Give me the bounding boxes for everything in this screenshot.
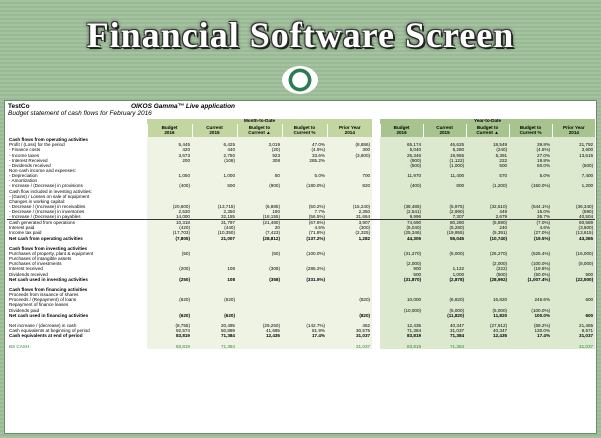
- year-cell: 5,040: [380, 147, 423, 152]
- row-label: Changes in working capital:: [9, 198, 66, 204]
- row-label: Proceeds from issuance of shares: [9, 292, 79, 298]
- year-cell: (19.5%): [509, 236, 552, 241]
- year-cell: 31,037: [423, 328, 466, 333]
- year-cell: 83,819: [380, 343, 423, 348]
- row-label: - Amortization: [9, 178, 38, 184]
- year-cell: 12,435: [380, 323, 423, 328]
- year-cell: (1,000): [423, 163, 466, 168]
- row-label: Income tax paid: [9, 230, 42, 236]
- year-cell: 570: [466, 173, 509, 178]
- month-cell: (200): [147, 266, 192, 271]
- month-cell: 3,907: [327, 220, 372, 226]
- month-cell: 41,685: [237, 328, 282, 333]
- month-cell: (440): [192, 225, 237, 230]
- year-cell: (544.1%): [509, 204, 552, 209]
- month-cell: 31,664: [327, 214, 372, 220]
- report-subtitle: Budget statement of cash flows for February 2016: [8, 110, 152, 117]
- app-name: OIKOS Gamma™ Live application: [131, 103, 236, 110]
- month-cell: 31,037: [327, 333, 372, 338]
- cash-flow-table: [7, 119, 595, 349]
- column-header[interactable]: Budget 2016: [147, 124, 192, 137]
- month-cell: 462: [327, 323, 372, 328]
- row-label: Interest received: [9, 266, 43, 272]
- year-cell: 100.0%: [509, 313, 552, 318]
- month-cell: 21,007: [192, 236, 237, 241]
- year-cell: 15.0%: [509, 209, 552, 214]
- month-cell: 2,350: [327, 209, 372, 214]
- month-cell: 1,000: [192, 173, 237, 178]
- row-label: Cash flows from operating activities: [9, 137, 88, 143]
- year-cell: [466, 343, 509, 348]
- year-cell: [509, 343, 552, 348]
- year-cell: (400): [380, 183, 423, 188]
- year-cell: 80,280: [423, 220, 466, 226]
- row-label: Purchases of intangible assets: [9, 256, 72, 262]
- year-cell: 900: [380, 266, 423, 271]
- month-cell: (620): [147, 297, 192, 302]
- year-cell: (240): [466, 147, 509, 152]
- year-cell: 11,970: [380, 173, 423, 178]
- year-cell: (690): [552, 209, 595, 214]
- row-label: Interest paid: [9, 225, 35, 231]
- month-cell: 108: [192, 277, 237, 282]
- month-cell: 32,155: [192, 214, 237, 220]
- report-panel: [4, 100, 597, 434]
- month-cell: 31,037: [327, 343, 372, 348]
- month-cell: (820): [327, 297, 372, 302]
- year-cell: 800: [423, 183, 466, 188]
- month-cell: (50): [147, 251, 192, 256]
- month-cell: 3,019: [237, 142, 282, 147]
- month-cell: 17.4%: [282, 333, 327, 338]
- year-cell: 500: [380, 272, 423, 277]
- year-cell: (10,740): [466, 236, 509, 241]
- row-label: - Decrease / (Increase) in receivables: [9, 204, 86, 210]
- row-label: Cash flows from financing activities: [9, 287, 88, 292]
- row-label: Cash flows from investing activities: [9, 245, 88, 251]
- month-cell: (400): [147, 183, 192, 188]
- year-cell: (100.0%): [509, 308, 552, 313]
- row-label: - Interest Received: [9, 157, 48, 163]
- month-cell: 1,282: [327, 236, 372, 241]
- table-row: [7, 343, 595, 348]
- year-cell: (69.2%): [509, 323, 552, 328]
- year-cell: (19,955): [423, 230, 466, 235]
- year-cell: (28,992): [466, 277, 509, 282]
- year-cell: 5.0%: [509, 173, 552, 178]
- year-cell: 39.8%: [509, 142, 552, 147]
- month-cell: (620): [192, 297, 237, 302]
- year-cell: (3,600): [552, 225, 595, 230]
- month-cell: (10,350): [192, 230, 237, 235]
- year-cell: 31,037: [552, 333, 595, 338]
- year-cell: (500): [552, 163, 595, 168]
- row-label: - Increase / (Decrease) in provisions: [9, 183, 83, 189]
- year-cell: 9,996: [380, 214, 423, 220]
- month-cell: 14,000: [147, 214, 192, 220]
- year-cell: (500): [466, 272, 509, 277]
- year-cell: 222: [466, 158, 509, 163]
- year-cell: 40,504: [552, 214, 595, 220]
- month-cell: (308): [237, 266, 282, 271]
- month-cell: (67.6%): [282, 220, 327, 226]
- column-header[interactable]: Current 2015: [192, 124, 237, 137]
- year-cell: 3,600: [552, 147, 595, 152]
- row-label: Purchases of property, plant & equipment: [9, 251, 94, 257]
- year-cell: (1,200): [466, 183, 509, 188]
- year-cell: (5,590): [466, 220, 509, 226]
- month-cell: 180: [237, 209, 282, 214]
- year-cell: 40,347: [423, 323, 466, 328]
- month-cell: (17,703): [147, 230, 192, 235]
- year-cell: 7,400: [552, 173, 595, 178]
- year-cell: (5,040): [380, 225, 423, 230]
- month-cell: (331.5%): [282, 277, 327, 282]
- year-cell: 7,307: [423, 214, 466, 220]
- month-cell: (620): [192, 313, 237, 318]
- year-cell: 11,400: [423, 173, 466, 178]
- year-cell: 25,346: [380, 153, 423, 158]
- year-cell: (5,391): [466, 230, 509, 235]
- year-cell: 9,571: [552, 328, 595, 333]
- month-cell: 2,350: [192, 209, 237, 214]
- year-cell: (500): [380, 163, 423, 168]
- month-cell: (28,812): [237, 236, 282, 241]
- month-cell: (4.5%): [282, 147, 327, 152]
- column-header[interactable]: Budget to Current ▲: [237, 124, 282, 137]
- month-cell: (3,600): [327, 153, 372, 158]
- year-cell: 246.6%: [509, 297, 552, 302]
- month-cell: (100.0%): [282, 251, 327, 256]
- month-cell: (137.2%): [282, 236, 327, 241]
- year-cell: 71,384: [423, 343, 466, 348]
- month-cell: 71,384: [192, 333, 237, 338]
- year-cell: 19.8%: [509, 158, 552, 163]
- year-cell: 10,000: [380, 297, 423, 302]
- month-cell: (250): [147, 277, 192, 282]
- year-cell: (1,122): [423, 158, 466, 163]
- year-cell: (27,912): [466, 323, 509, 328]
- month-cell: (8,755): [147, 323, 192, 328]
- year-cell: 44,305: [380, 236, 423, 241]
- year-cell: (13,615): [552, 230, 595, 235]
- month-cell: (71.8%): [282, 230, 327, 235]
- month-cell: 700: [327, 173, 372, 178]
- report-header: [8, 103, 236, 117]
- month-cell: 47.0%: [282, 142, 327, 147]
- month-cell: 81.9%: [282, 328, 327, 333]
- month-cell: (20,600): [147, 204, 192, 209]
- month-cell: (108): [192, 158, 237, 163]
- year-cell: (2,990): [423, 209, 466, 214]
- year-cell: (19.8%): [509, 266, 552, 271]
- year-cell: 500: [552, 272, 595, 277]
- year-cell: (2,878): [423, 277, 466, 282]
- row-label: - Depreciation: [9, 173, 38, 179]
- year-cell: (150.0%): [509, 183, 552, 188]
- month-cell: 50,889: [192, 328, 237, 333]
- year-cell: 83,819: [380, 333, 423, 338]
- year-cell: 74,690: [380, 220, 423, 226]
- month-cell: (285.2%): [282, 266, 327, 271]
- month-cell: 308: [237, 158, 282, 163]
- year-cell: (8,000): [552, 261, 595, 266]
- row-label: Cash equivalents at beginning of period: [9, 328, 90, 334]
- month-cell: 5.0%: [282, 173, 327, 178]
- month-cell: 20: [237, 225, 282, 230]
- row-label: Dividends paid: [9, 307, 40, 313]
- month-cell: (56.5%): [282, 214, 327, 220]
- month-cell: (29,250): [237, 323, 282, 328]
- year-cell: (5,000): [466, 308, 509, 313]
- year-cell: (5,000): [423, 308, 466, 313]
- month-cell: (358): [237, 277, 282, 282]
- year-cell: 55,045: [423, 236, 466, 241]
- year-cell: (26,270): [466, 251, 509, 256]
- year-cell: 31,037: [552, 343, 595, 348]
- row-label: - Dividends received: [9, 162, 51, 168]
- year-cell: (7.0%): [509, 220, 552, 226]
- year-cell: 31,792: [552, 142, 595, 147]
- month-cell: 440: [192, 147, 237, 152]
- year-cell: (5,280): [423, 225, 466, 230]
- column-header[interactable]: Prior Year 2014: [327, 124, 372, 137]
- month-cell: 6,425: [192, 142, 237, 147]
- year-cell: (27.0%): [509, 230, 552, 235]
- month-cell: 300: [327, 147, 372, 152]
- year-cell: 2,679: [466, 214, 509, 220]
- year-cell: 71,384: [423, 333, 466, 338]
- row-label: Dividends received: [9, 271, 48, 277]
- year-cell: (6,820): [423, 297, 466, 302]
- month-cell: 1,050: [147, 173, 192, 178]
- month-cell: (6,885): [237, 204, 282, 209]
- year-cell: 13,615: [552, 153, 595, 158]
- year-cell: 1,000: [423, 272, 466, 277]
- row-label: Repayment of finance leases: [9, 302, 69, 308]
- month-cell: 83,819: [147, 343, 192, 348]
- month-cell: (50.2%): [282, 204, 327, 209]
- year-cell: 46,625: [423, 142, 466, 147]
- month-cell: 50: [237, 173, 282, 178]
- month-cell: 4.5%: [282, 225, 327, 230]
- month-cell: 83,819: [147, 333, 192, 338]
- year-cell: 27.0%: [509, 153, 552, 158]
- row-label: - Income taxes: [9, 152, 40, 158]
- row-label: Proceeds / (Repayment) of loans: [9, 297, 77, 303]
- month-cell: 20,495: [192, 323, 237, 328]
- year-cell: (525.4%): [509, 251, 552, 256]
- year-cell: 4.6%: [509, 225, 552, 230]
- year-cell: 19,955: [423, 153, 466, 158]
- month-cell: (20): [237, 147, 282, 152]
- year-cell: 50.0%: [509, 163, 552, 168]
- year-cell: (31,870): [380, 277, 423, 282]
- year-cell: (900): [380, 158, 423, 163]
- month-cell: (15,240): [327, 204, 372, 209]
- year-cell: 130.0%: [509, 328, 552, 333]
- year-cell: 240: [466, 225, 509, 230]
- year-cell: (222): [466, 266, 509, 271]
- year-cell: 1,122: [423, 266, 466, 271]
- year-cell: 40,347: [466, 328, 509, 333]
- year-cell: (1,007.4%): [509, 277, 552, 282]
- row-label: - (Gains) / Losses on sale of equipment: [9, 193, 90, 199]
- month-cell: 30,575: [327, 328, 372, 333]
- year-cell: (36,340): [552, 204, 595, 209]
- month-cell: 3,673: [147, 153, 192, 158]
- month-cell: 420: [147, 147, 192, 152]
- row-label: - Increase / (Decrease) in payables: [9, 214, 81, 220]
- year-cell: 5,391: [466, 153, 509, 158]
- year-cell: 16,820: [466, 297, 509, 302]
- row-label: - Decrease / (Increase) in inventories: [9, 209, 85, 215]
- month-cell: (300): [327, 225, 372, 230]
- month-cell: 200: [147, 158, 192, 163]
- year-cell: 21,465: [552, 323, 595, 328]
- row-label: Purchases of investments: [9, 261, 62, 267]
- year-cell: 65,174: [380, 142, 423, 147]
- month-cell: (7,805): [147, 236, 192, 241]
- month-cell: 923: [237, 153, 282, 158]
- year-cell: (50.0%): [509, 272, 552, 277]
- month-cell: 500: [192, 183, 237, 188]
- column-header[interactable]: Budget to Current %: [509, 124, 552, 137]
- month-cell: (18,155): [237, 214, 282, 220]
- year-cell: (22,500): [552, 277, 595, 282]
- year-cell: 600: [552, 297, 595, 302]
- company-name: TestCo: [8, 103, 30, 110]
- year-cell: 18,549: [466, 142, 509, 147]
- row-label: Profit / (Loss) for the period: [9, 142, 65, 148]
- month-cell: (21,480): [237, 220, 282, 226]
- year-cell: (38,485): [380, 204, 423, 209]
- year-cell: 449: [466, 209, 509, 214]
- row-label: Cash generated from operations: [7, 220, 147, 226]
- column-header[interactable]: Prior Year 2014: [552, 124, 595, 137]
- row-label: Net cash from operating activities: [9, 235, 83, 241]
- month-cell: (900): [237, 183, 282, 188]
- row-label: Cash flow included in investing activities:: [9, 188, 92, 194]
- year-cell: (5,000): [423, 251, 466, 256]
- year-cell: 1,200: [552, 183, 595, 188]
- month-cell: (13,715): [192, 204, 237, 209]
- row-label: Non-cash income and expenses:: [9, 168, 76, 174]
- column-header[interactable]: Current 2015: [423, 124, 466, 137]
- month-cell: [237, 343, 282, 348]
- page-title: Financial Software Screen: [86, 15, 515, 55]
- month-cell: (180.0%): [282, 183, 327, 188]
- month-cell: (420): [147, 225, 192, 230]
- year-cell: 12,435: [466, 333, 509, 338]
- month-cell: (142.7%): [282, 323, 327, 328]
- year-cell: (31,270): [380, 251, 423, 256]
- year-cell: (5,975): [423, 204, 466, 209]
- column-header[interactable]: Budget to Current ▲: [466, 124, 509, 137]
- month-cell: (620): [147, 313, 192, 318]
- column-header[interactable]: Budget to Current %: [282, 124, 327, 137]
- year-cell: 500: [466, 163, 509, 168]
- year-cell: (2,000): [466, 261, 509, 266]
- year-cell: (2,541): [380, 209, 423, 214]
- row-label: Net cash used in investing activities: [9, 276, 88, 282]
- year-cell: 36.7%: [509, 214, 552, 220]
- year-cell: (100.0%): [509, 261, 552, 266]
- month-cell: 820: [327, 183, 372, 188]
- month-cell: 285.2%: [282, 158, 327, 163]
- month-cell: 71,384: [192, 343, 237, 348]
- year-cell: 17.4%: [509, 333, 552, 338]
- year-to-date-header: Year-to-Date: [380, 119, 595, 124]
- logo-icon: [282, 66, 318, 94]
- month-cell: (820): [327, 313, 372, 318]
- year-cell: (4.5%): [509, 147, 552, 152]
- month-cell: 2,750: [192, 153, 237, 158]
- month-cell: 33.6%: [282, 153, 327, 158]
- row-label: Cash equivalents at end of period: [9, 333, 83, 339]
- month-to-date-header: Month-to-Date: [147, 119, 372, 124]
- row-label: Net cash used in financing activities: [9, 312, 89, 318]
- year-cell: (2,000): [380, 261, 423, 266]
- month-cell: 5,445: [147, 142, 192, 147]
- month-cell: [282, 343, 327, 348]
- month-cell: (8,886): [327, 142, 372, 147]
- year-cell: (11,820): [423, 313, 466, 318]
- month-cell: (50): [237, 251, 282, 256]
- column-header[interactable]: Budget 2016: [380, 124, 423, 137]
- year-cell: 600: [552, 313, 595, 318]
- month-cell: 7.7%: [282, 209, 327, 214]
- month-cell: 12,435: [237, 333, 282, 338]
- year-cell: (16,000): [552, 251, 595, 256]
- year-cell: 60,589: [552, 220, 595, 226]
- year-cell: 11,820: [466, 313, 509, 318]
- month-cell: 92,574: [147, 328, 192, 333]
- year-cell: 71,384: [380, 328, 423, 333]
- month-cell: 108: [192, 266, 237, 271]
- row-label: Net increase / (decrease) in cash: [9, 322, 77, 328]
- month-cell: 31,797: [192, 220, 237, 226]
- month-cell: (2,325): [327, 230, 372, 235]
- month-cell: 10,318: [147, 220, 192, 226]
- row-label: BS CASH: [9, 343, 30, 349]
- year-cell: (32,510): [466, 204, 509, 209]
- month-cell: 2,530: [147, 209, 192, 214]
- month-cell: (7,423): [237, 230, 282, 235]
- row-label: - Finance costs: [9, 147, 41, 153]
- year-cell: 43,365: [552, 236, 595, 241]
- year-cell: 5,280: [423, 147, 466, 152]
- year-cell: (10,000): [380, 308, 423, 313]
- year-cell: (25,346): [380, 230, 423, 235]
